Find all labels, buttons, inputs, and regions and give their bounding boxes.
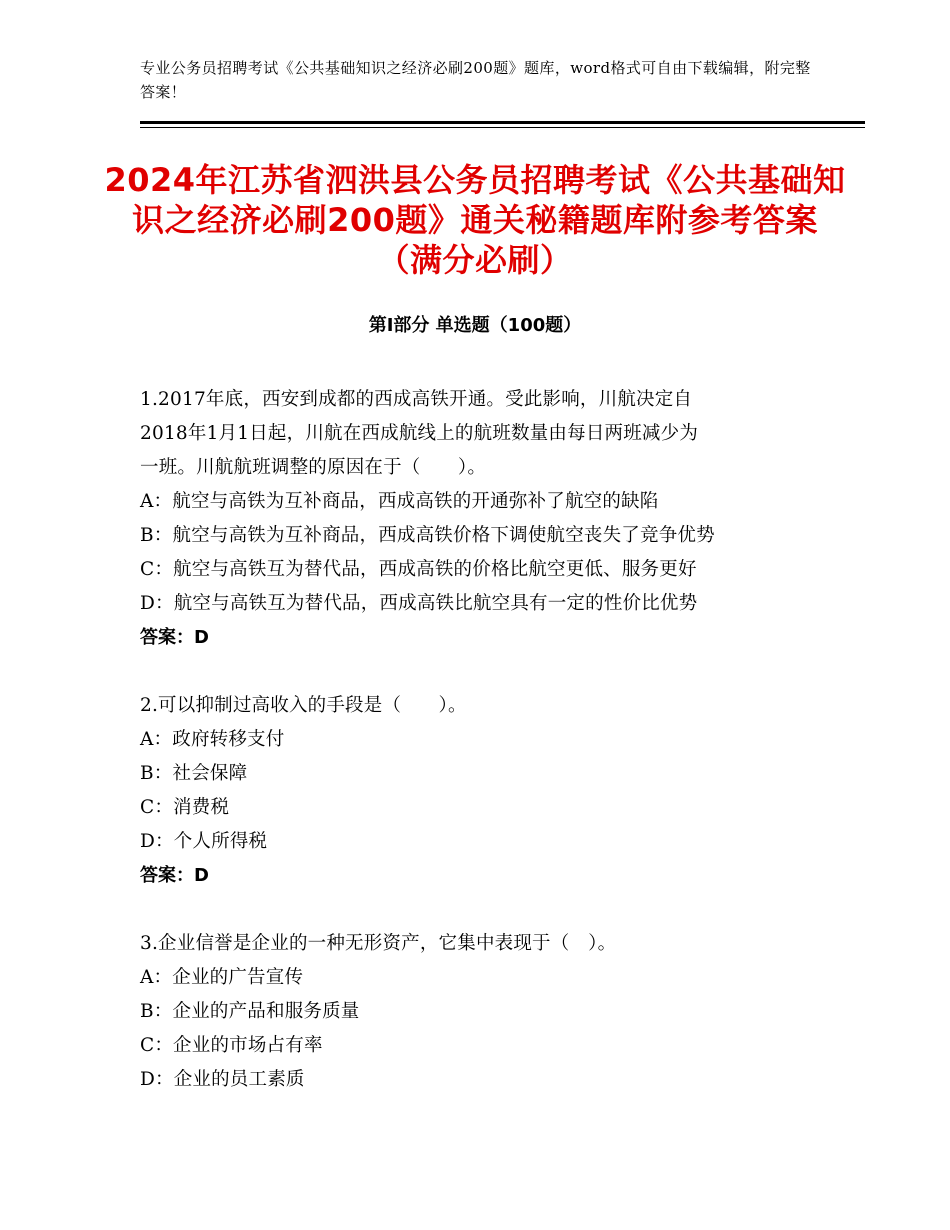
answer: 答案：D xyxy=(140,627,209,648)
option-b: B：企业的产品和服务质量 xyxy=(140,1001,360,1022)
option-a: A：企业的广告宣传 xyxy=(140,967,304,988)
option-b: B：社会保障 xyxy=(140,763,248,784)
question-list xyxy=(140,383,820,1131)
answer: 答案：D xyxy=(140,865,209,886)
question-stem-line: 2.可以抑制过高收入的手段是（ ）。 xyxy=(140,695,467,716)
question-stem-line: 3.企业信誉是企业的一种无形资产，它集中表现于（ ）。 xyxy=(140,933,617,954)
option-c: C：企业的市场占有率 xyxy=(140,1035,323,1056)
option-d: D：航空与高铁互为替代品，西成高铁比航空具有一定的性价比优势 xyxy=(140,593,698,614)
option-c: C：消费税 xyxy=(140,797,230,818)
question-stem-line: 2018年1月1日起，川航在西成航线上的航班数量由每日两班减少为 xyxy=(140,423,699,444)
option-d: D：个人所得税 xyxy=(140,831,268,852)
question-1 xyxy=(140,383,820,655)
document-title: 2024年江苏省泗洪县公务员招聘考试《公共基础知识之经济必刷200题》通关秘籍题库附参考答案（满分必刷） xyxy=(104,161,846,279)
question-stem-line: 一班。川航航班调整的原因在于（ ）。 xyxy=(140,457,487,478)
question-stem-line: 1.2017年底，西安到成都的西成高铁开通。受此影响，川航决定自 xyxy=(140,389,693,410)
option-b: B：航空与高铁为互补商品，西成高铁价格下调使航空丧失了竞争优势 xyxy=(140,525,715,546)
header-divider-thin xyxy=(140,127,865,128)
option-a: A：航空与高铁为互补商品，西成高铁的开通弥补了航空的缺陷 xyxy=(140,491,659,512)
header-note: 专业公务员招聘考试《公共基础知识之经济必刷200题》题库，word格式可自由下载编辑，附完整答案！ xyxy=(140,59,811,101)
option-a: A：政府转移支付 xyxy=(140,729,285,750)
option-c: C：航空与高铁互为替代品，西成高铁的价格比航空更低、服务更好 xyxy=(140,559,697,580)
question-3 xyxy=(140,927,820,1097)
section-heading: 第Ⅰ部分 单选题（100题） xyxy=(368,315,582,336)
question-2 xyxy=(140,689,820,893)
option-d: D：企业的员工素质 xyxy=(140,1069,305,1090)
header-divider-thick xyxy=(140,121,865,124)
